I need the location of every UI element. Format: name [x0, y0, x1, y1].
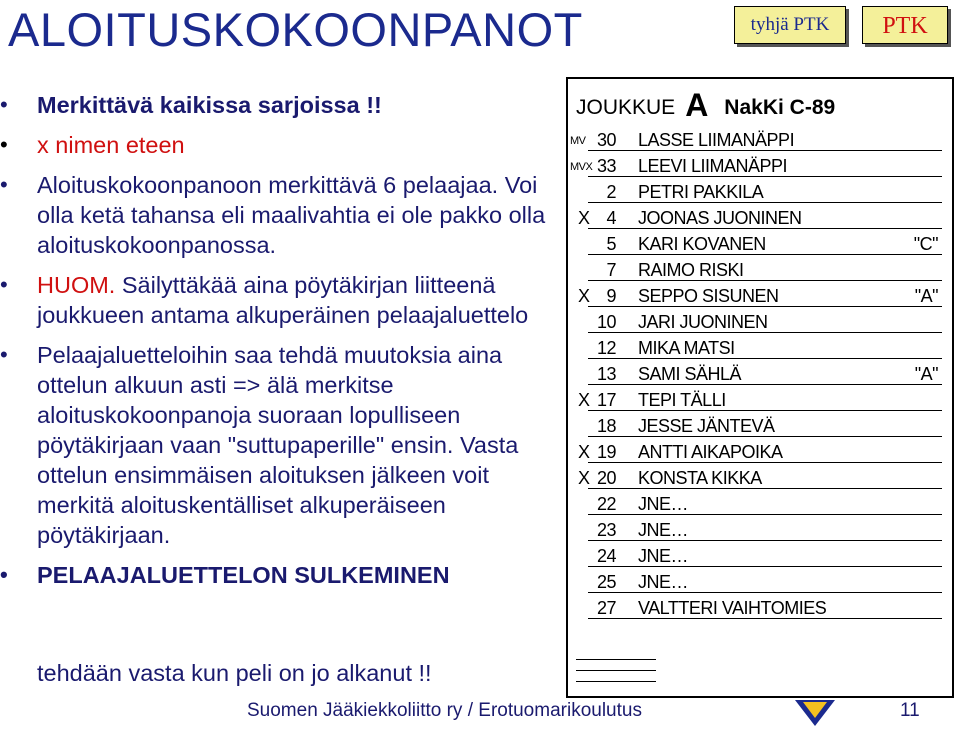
player-number: 17 — [596, 390, 616, 410]
row-line — [588, 280, 942, 281]
ptk-button[interactable]: PTK — [862, 6, 948, 44]
row-line — [588, 566, 942, 567]
player-number: 7 — [606, 260, 616, 280]
huom-label: HUOM. — [37, 272, 116, 298]
instruction-list — [0, 90, 560, 590]
player-row — [568, 491, 952, 517]
player-name: VALTTERI VAIHTOMIES — [638, 598, 827, 618]
player-number: 18 — [596, 416, 616, 436]
player-number: 5 — [606, 234, 616, 254]
player-number: 33 — [596, 156, 616, 176]
blank-lines — [576, 649, 656, 682]
player-number: 25 — [596, 572, 616, 592]
player-row — [568, 439, 952, 465]
player-row — [568, 179, 952, 205]
player-name: JESSE JÄNTEVÄ — [638, 416, 775, 436]
player-number: 13 — [596, 364, 616, 384]
row-line — [588, 306, 942, 307]
player-number: 10 — [596, 312, 616, 332]
bullet-text: Aloituskokoonpanoon merkittävä 6 pelaajaa. Voi olla ketä tahansa eli maalivahtia ei ole pakko olla aloituskokoonpanossa. — [37, 172, 546, 258]
player-row — [568, 309, 952, 335]
row-line — [588, 618, 942, 619]
bullet-item — [0, 90, 560, 120]
player-row — [568, 569, 952, 595]
player-name: KARI KOVANEN — [638, 234, 766, 254]
bullet-item — [0, 170, 560, 260]
player-number: 30 — [596, 130, 616, 150]
player-name: JNE… — [638, 572, 689, 592]
start-mark: X — [578, 442, 590, 462]
bullet-text: PELAAJALUETTELON SULKEMINEN — [37, 562, 450, 588]
player-row — [568, 205, 952, 231]
start-mark: X — [578, 390, 590, 410]
bullet-text: x nimen eteen — [37, 132, 185, 158]
player-name: JNE… — [638, 546, 689, 566]
roster-label: JOUKKUE — [576, 96, 676, 119]
player-list — [568, 127, 952, 621]
empty-ptk-button[interactable]: tyhjä PTK — [734, 6, 846, 44]
team-name: NakKi C-89 — [724, 96, 836, 119]
player-number: 9 — [606, 286, 616, 306]
row-line — [588, 540, 942, 541]
page-number: 11 — [900, 700, 920, 721]
player-row — [568, 127, 952, 153]
player-row — [568, 283, 952, 309]
player-row — [568, 543, 952, 569]
player-name: LASSE LIIMANÄPPI — [638, 130, 795, 150]
blank-line — [576, 660, 656, 671]
player-row — [568, 257, 952, 283]
player-name: KONSTA KIKKA — [638, 468, 762, 488]
row-line — [588, 150, 942, 151]
start-mark: MVX — [570, 161, 593, 173]
bullet-continuation: tehdään vasta kun peli on jo alkanut !! — [37, 660, 432, 686]
row-line — [588, 202, 942, 203]
federation-logo — [790, 698, 840, 728]
player-name: MIKA MATSI — [638, 338, 735, 358]
row-line — [588, 384, 942, 385]
player-name: JOONAS JUONINEN — [638, 208, 802, 228]
row-line — [588, 410, 942, 411]
player-number: 27 — [596, 598, 616, 618]
player-name: JNE… — [638, 494, 689, 514]
start-mark: X — [578, 286, 590, 306]
bullet-item — [0, 270, 560, 330]
player-number: 24 — [596, 546, 616, 566]
player-number: 19 — [596, 442, 616, 462]
player-row — [568, 595, 952, 621]
row-line — [588, 332, 942, 333]
player-name: SEPPO SISUNEN — [638, 286, 779, 306]
player-row — [568, 361, 952, 387]
footer-text: Suomen Jääkiekkoliitto ry / Erotuomarikoulutus — [247, 700, 642, 721]
start-mark: X — [578, 468, 590, 488]
player-name: RAIMO RISKI — [638, 260, 744, 280]
row-line — [588, 254, 942, 255]
player-row — [568, 231, 952, 257]
player-number: 2 — [606, 182, 616, 202]
player-number: 23 — [596, 520, 616, 540]
bullet-text: Merkittävä kaikissa sarjoissa !! — [37, 92, 382, 118]
player-row — [568, 335, 952, 361]
bullet-item — [0, 340, 560, 550]
roster-header — [576, 85, 835, 122]
player-number: 12 — [596, 338, 616, 358]
player-role: "A" — [914, 364, 938, 384]
player-name: JNE… — [638, 520, 689, 540]
row-line — [588, 592, 942, 593]
player-number: 4 — [606, 208, 616, 228]
row-line — [588, 436, 942, 437]
bullet-text: Pelaajaluetteloihin saa tehdä muutoksia aina ottelun alkuun asti => älä merkitse aloituskokoonpanoja suoraan lopulliseen pöytäkirjaan vaan "suttupaperille" ensin. Vasta ottelun ensimmäisen aloituksen jälkeen voit merkitä aloituskentälliset alkuperäiseen pöytäkirjaan. — [37, 342, 519, 548]
player-name: SAMI SÄHLÄ — [638, 364, 742, 384]
player-name: LEEVI LIIMANÄPPI — [638, 156, 788, 176]
start-mark: MV — [570, 135, 586, 147]
player-row — [568, 413, 952, 439]
player-number: 22 — [596, 494, 616, 514]
team-letter: A — [685, 87, 709, 123]
player-row — [568, 153, 952, 179]
player-row — [568, 465, 952, 491]
player-name: TEPI TÄLLI — [638, 390, 726, 410]
row-line — [588, 514, 942, 515]
blank-line — [576, 649, 656, 660]
bullet-item — [0, 130, 560, 160]
player-role: "A" — [914, 286, 938, 306]
player-name: JARI JUONINEN — [638, 312, 768, 332]
roster-sheet — [566, 77, 954, 698]
player-name: ANTTI AIKAPOIKA — [638, 442, 783, 462]
bullet-text: Säilyttäkää aina pöytäkirjan liitteenä joukkueen antama alkuperäinen pelaajaluettelo — [37, 272, 529, 328]
blank-line — [576, 671, 656, 682]
player-name: PETRI PAKKILA — [638, 182, 764, 202]
row-line — [588, 462, 942, 463]
player-number: 20 — [596, 468, 616, 488]
row-line — [588, 488, 942, 489]
page-title: ALOITUSKOKOONPANOT — [8, 3, 583, 56]
bullet-item — [0, 560, 560, 590]
player-role: "C" — [913, 234, 938, 254]
player-row — [568, 517, 952, 543]
start-mark: X — [578, 208, 590, 228]
row-line — [588, 358, 942, 359]
row-line — [588, 228, 942, 229]
player-row — [568, 387, 952, 413]
row-line — [588, 176, 942, 177]
